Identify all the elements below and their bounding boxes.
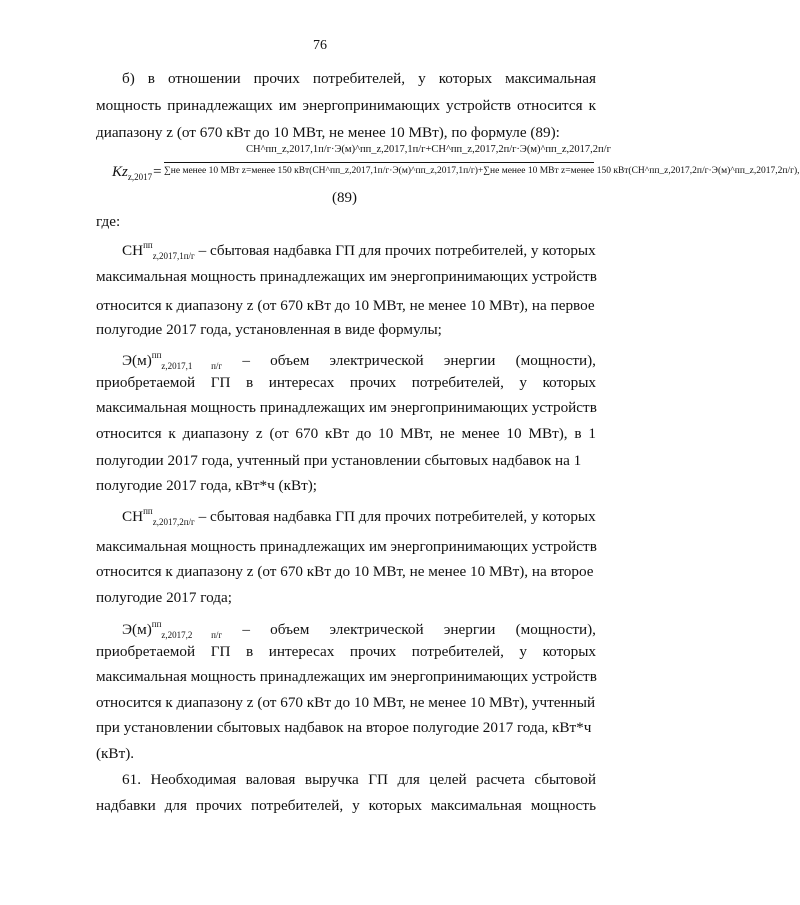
definition-2-line-2: приобретаемой ГП в интересах прочих потребителей, у которых [96,374,596,391]
paragraph-61-line-1: 61. Необходимая валовая выручка ГП для целей расчета сбытовой [122,771,596,788]
definition-3-line-2: максимальная мощность принадлежащих им энергопринимающих устройств [96,538,597,555]
formula-number: (89) [332,190,357,206]
formula-denominator: ∑не менее 10 МВт z=менее 150 кВт(СН^пп_z,2017,1п/г·Э(м)^пп_z,2017,1п/г)+∑не менее 10 МВт z=менее 150 кВт(СН^пп_z,2017,2п/г·Э(м)^пп_z,2017,2п/г), [164,166,800,176]
intro-line-2: мощность принадлежащих им энергопринимающих устройств относится к [96,97,596,114]
where-label: где: [96,213,121,230]
definition-4-line-2: приобретаемой ГП в интересах прочих потребителей, у которых [96,643,596,660]
formula-numerator: СН^пп_z,2017,1п/г·Э(м)^пп_z,2017,1п/г+СН^пп_z,2017,2п/г·Э(м)^пп_z,2017,2п/г [246,144,611,155]
definition-4-line-6: (кВт). [96,745,135,762]
definition-1-line-2: максимальная мощность принадлежащих им энергопринимающих устройств [96,268,597,285]
definition-1-line-1: $СН^{пп}_{z,2017,1п/г}$ – сбытовая надбавка ГП для прочих потребителей, у которых [122,240,596,261]
paragraph-61-line-2: надбавки для прочих потребителей, у которых максимальная мощность [96,797,596,814]
intro-line-3: диапазону z (от 670 кВт до 10 МВт, не менее 10 МВт), по формуле (89): [96,124,560,141]
definition-4-line-5: при установлении сбытовых надбавок на второе полугодие 2017 года, кВт*ч [96,719,592,736]
definition-4-line-4: относится к диапазону z (от 670 кВт до 10 МВт, не менее 10 МВт), учтенный [96,694,596,711]
definition-2-line-4: относится к диапазону z (от 670 кВт до 10 МВт, не менее 10 МВт), в 1 [96,425,596,442]
definition-2-line-3: максимальная мощность принадлежащих им энергопринимающих устройств [96,399,597,416]
formula-lhs: $Kz_{z,2017}=$ [112,164,163,182]
definition-4-line-1: $Э(м)^{пп}_{z,2017,2 п/г}$ – объем электрической энергии (мощности), [122,619,596,640]
definition-3-line-1: $СН^{пп}_{z,2017,2п/г}$ – сбытовая надбавка ГП для прочих потребителей, у которых [122,506,596,527]
fraction-bar [164,162,594,163]
definition-3-line-4: полугодие 2017 года; [96,589,232,606]
definition-4-line-3: максимальная мощность принадлежащих им энергопринимающих устройств [96,668,597,685]
definition-3-line-3: относится к диапазону z (от 670 кВт до 10 МВт, не менее 10 МВт), на второе [96,563,594,580]
intro-line-1: б) в отношении прочих потребителей, у которых максимальная [122,70,596,87]
definition-2-line-6: полугодие 2017 года, кВт*ч (кВт); [96,477,317,494]
definition-2-line-1: $Э(м)^{пп}_{z,2017,1 п/г}$ – объем электрической энергии (мощности), [122,350,596,371]
formula-89 [96,140,800,210]
definition-1-line-4: полугодие 2017 года, установленная в виде формулы; [96,321,442,338]
definition-2-line-5: полугодии 2017 года, учтенный при установлении сбытовых надбавок на 1 [96,452,582,469]
page-number: 76 [313,38,327,53]
definition-1-line-3: относится к диапазону z (от 670 кВт до 10 МВт, не менее 10 МВт), на первое [96,297,595,314]
